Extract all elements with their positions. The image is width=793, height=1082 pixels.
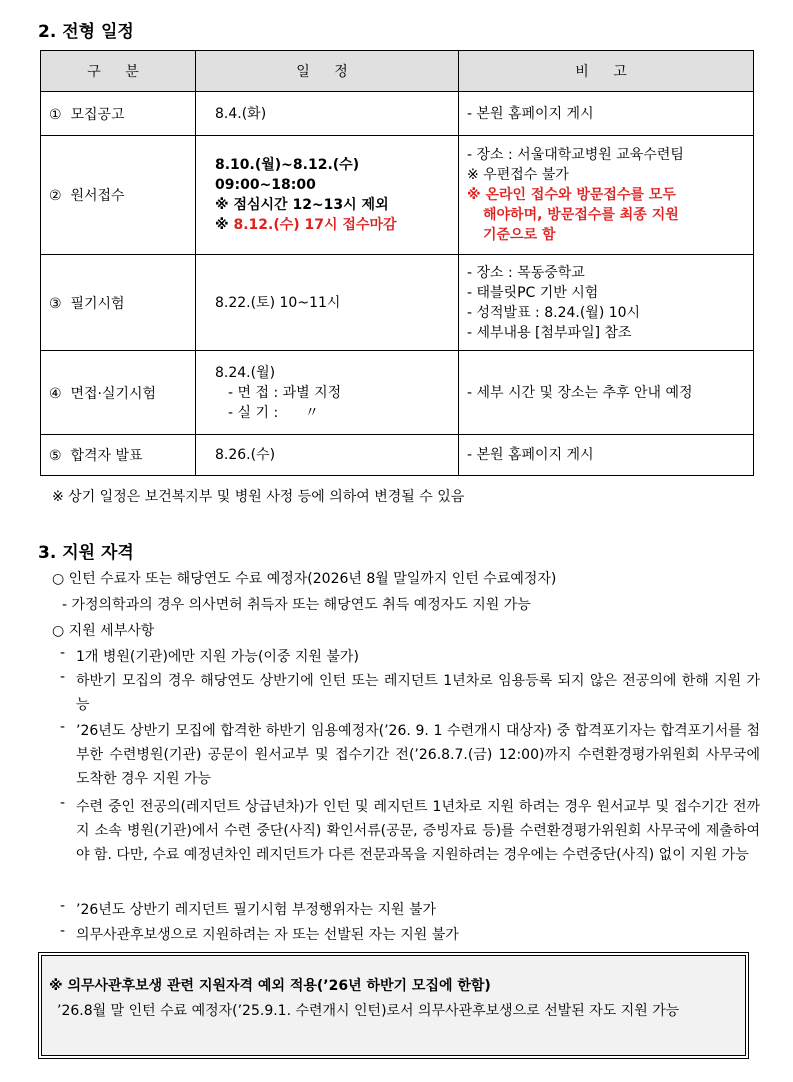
table-row: [41, 136, 754, 255]
detail-item: [60, 795, 760, 867]
header-remarks: 비 고: [459, 51, 754, 92]
table-header-row: [41, 51, 754, 92]
row-label: [41, 435, 196, 476]
row-remarks: [459, 92, 754, 136]
remark-line: - 태블릿PC 기반 시험: [467, 284, 599, 301]
detail-item: [60, 719, 760, 791]
bullet-dash: -: [60, 923, 66, 939]
table-row: [41, 255, 754, 351]
row-number: ②: [49, 188, 62, 204]
schedule-line: - 면 접 : 과별 지정: [228, 384, 342, 401]
remark-line: ※ 우편접수 불가: [467, 167, 569, 183]
detail-item: [60, 669, 760, 717]
row-label-text: 필기시험: [70, 295, 125, 312]
row-number: ⑤: [49, 448, 62, 464]
deadline-text: 8.12.(수) 17시 접수마감: [233, 217, 397, 233]
header-schedule: 일 정: [196, 51, 459, 92]
section-2-title: 2. 전형 일정: [38, 22, 134, 42]
row-schedule: [196, 435, 459, 476]
row-number: ④: [49, 385, 62, 402]
schedule-line: 8.10.(월)~8.12.(수) 09:00~18:00: [215, 157, 360, 193]
bullet-dash: -: [60, 719, 66, 735]
bullet-dash: -: [60, 645, 66, 661]
detail-text: ’26년도 상반기 모집에 합격한 하반기 임용예정자(’26. 9. 1 수련개시 대상자) 중 합격포기자는 합격포기서를 첨부한 수련병원(기관) 공문이 원서교부 및 접수기간 전(’26.8.7.(금) 12:00)까지 수련환경평가위원회 사무국에 도착한 경우 지원 가능: [76, 723, 760, 787]
remark-line: - 장소 : 목동중학교: [467, 264, 585, 281]
table-row: [41, 435, 754, 476]
row-schedule: [196, 255, 459, 351]
row-label-text: 면접·실기시험: [70, 385, 157, 402]
remark-line: - 성적발표 : 8.24.(월) 10시: [467, 304, 641, 321]
detail-item: [60, 898, 760, 922]
eligibility-item: ○ 인턴 수료자 또는 해당연도 수료 예정자(2026년 8월 말일까지 인턴 수료예정자): [52, 571, 557, 587]
row-schedule: [196, 136, 459, 255]
row-remarks: [459, 351, 754, 435]
section-3-title: 3. 지원 자격: [38, 543, 134, 563]
header-category: 구 분: [41, 51, 196, 92]
eligibility-subitem: - 가정의학과의 경우 의사면허 취득자 또는 해당연도 취득 예정자도 지원 가능: [62, 597, 531, 613]
remark-red-line: 해야하며, 방문접수를 최종 지원: [483, 207, 679, 223]
remark-red-line: 기준으로 함: [483, 227, 556, 243]
schedule-line: 8.26.(수): [215, 447, 276, 463]
row-schedule: [196, 351, 459, 435]
detail-text: 하반기 모집의 경우 해당연도 상반기에 인턴 또는 레지던트 1년차로 임용등록 되지 않은 전공의에 한해 지원 가능: [76, 673, 760, 713]
row-label: [41, 351, 196, 435]
remark-line: - 본원 홈페이지 게시: [467, 105, 594, 122]
row-label-text: 원서접수: [70, 188, 125, 204]
schedule-line: 8.22.(토) 10~11시: [215, 294, 341, 311]
row-label: [41, 255, 196, 351]
remark-line: - 세부 시간 및 장소는 추후 안내 예정: [467, 384, 693, 401]
detail-text: 수련 중인 전공의(레지던트 상급년차)가 인턴 및 레지던트 1년차로 지원 하려는 경우 원서교부 및 접수기간 전까지 소속 병원(기관)에서 수련 중단(사직) 확인서류(공문, 증빙자료 등)를 수련환경평가위원회 사무국에 제출하여야 함. 다만, 수료 예정년차인 레지던트가 다른 전문과목을 지원하려는 경우에는 수련중단(사직) 없이 지원 가능: [76, 799, 760, 863]
row-remarks: [459, 435, 754, 476]
note-mark: ※: [215, 217, 234, 233]
exception-box: [38, 952, 749, 1059]
row-label-text: 모집공고: [70, 106, 125, 123]
exception-text: ’26.8월 말 인턴 수료 예정자(’25.9.1. 수련개시 인턴)로서 의무사관후보생으로 선발된 자도 지원 가능: [57, 1003, 680, 1019]
schedule-line: 8.4.(화): [215, 105, 267, 122]
exception-title: ※ 의무사관후보생 관련 지원자격 예외 적용(’26년 하반기 모집에 한함): [49, 978, 491, 994]
remark-red-line: 온라인 접수와 방문접수를 모두: [485, 187, 676, 203]
remark-line: - 세부내용 [첨부파일] 참조: [467, 324, 632, 341]
detail-text: 의무사관후보생으로 지원하려는 자 또는 선발된 자는 지원 불가: [76, 927, 459, 943]
row-remarks: [459, 136, 754, 255]
schedule-line: - 실 기 : 〃: [228, 404, 319, 421]
row-remarks: [459, 255, 754, 351]
note-mark: ※: [467, 187, 486, 203]
bullet-dash: -: [60, 795, 66, 811]
remark-line: - 본원 홈페이지 게시: [467, 447, 594, 463]
detail-text: ’26년도 상반기 레지던트 필기시험 부정행위자는 지원 불가: [76, 902, 437, 918]
row-label: [41, 92, 196, 136]
eligibility-item: ○ 지원 세부사항: [52, 623, 155, 639]
table-row: [41, 92, 754, 136]
schedule-line: 8.24.(월): [215, 364, 276, 381]
schedule-table: [40, 50, 754, 476]
row-label-text: 합격자 발표: [70, 448, 143, 464]
row-number: ①: [49, 106, 62, 123]
remark-line: - 장소 : 서울대학교병원 교육수련팀: [467, 147, 684, 163]
detail-item: [60, 645, 760, 669]
schedule-line: ※ 점심시간 12~13시 제외: [215, 197, 389, 213]
detail-text: 1개 병원(기관)에만 지원 가능(이중 지원 불가): [76, 649, 359, 665]
row-label: [41, 136, 196, 255]
row-number: ③: [49, 295, 62, 312]
bullet-dash: -: [60, 898, 66, 914]
detail-item: [60, 923, 760, 947]
row-schedule: [196, 92, 459, 136]
bullet-dash: -: [60, 669, 66, 685]
schedule-note: ※ 상기 일정은 보건복지부 및 병원 사정 등에 의하여 변경될 수 있음: [52, 489, 465, 505]
table-row: [41, 351, 754, 435]
